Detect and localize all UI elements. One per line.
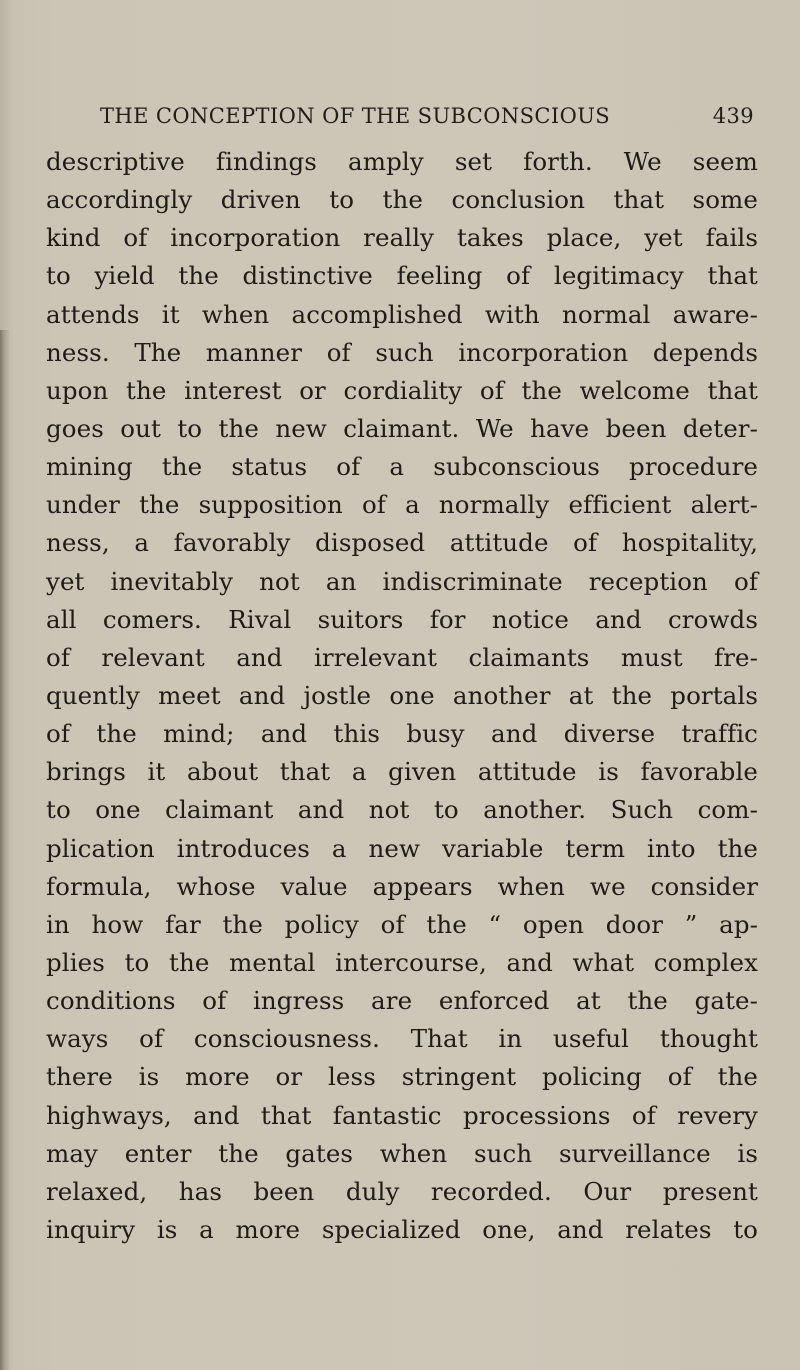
text-line: formula, whose value appears when we consider <box>46 871 758 901</box>
text-line: relaxed, has been duly recorded. Our present <box>46 1176 758 1206</box>
text-line: plies to the mental intercourse, and what complex <box>46 947 758 977</box>
text-line: ness. The manner of such incorporation depends <box>46 337 758 367</box>
text-line: under the supposition of a normally efficient alert- <box>46 490 758 520</box>
text-line: quently meet and jostle one another at the portals <box>46 680 758 710</box>
text-line: in how far the policy of the “ open door ” ap- <box>46 909 758 939</box>
text-line: mining the status of a subconscious procedure <box>46 452 758 482</box>
text-line: there is more or less stringent policing of the <box>46 1062 758 1092</box>
text-line: attends it when accomplished with normal aware- <box>46 299 758 329</box>
text-line: conditions of ingress are enforced at the gate- <box>46 986 758 1016</box>
text-line: brings it about that a given attitude is favorable <box>46 757 758 787</box>
text-line: descriptive findings amply set forth. We seem <box>46 147 758 176</box>
text-line: goes out to the new claimant. We have been deter- <box>46 413 758 443</box>
text-line: yet inevitably not an indiscriminate reception of <box>46 566 758 596</box>
running-header <box>100 104 754 134</box>
text-line: highways, and that fantastic processions of revery <box>46 1100 758 1130</box>
text-line: ways of consciousness. That in useful thought <box>46 1024 758 1054</box>
text-line: ness, a favorably disposed attitude of hospitality, <box>46 528 758 558</box>
text-line: of relevant and irrelevant claimants must fre- <box>46 642 758 672</box>
text-line: all comers. Rival suitors for notice and crowds <box>46 604 758 634</box>
text-line: to one claimant and not to another. Such com- <box>46 795 758 825</box>
text-line: may enter the gates when such surveillance is <box>46 1138 758 1168</box>
text-line: plication introduces a new variable term into the <box>46 833 758 863</box>
text-line: inquiry is a more specialized one, and relates to <box>46 1214 758 1244</box>
page-gutter-shadow <box>0 330 10 1370</box>
running-title: THE CONCEPTION OF THE SUBCONSCIOUS <box>100 104 611 128</box>
page-number: 439 <box>712 104 754 128</box>
text-line: upon the interest or cordiality of the welcome that <box>46 375 758 405</box>
body-text <box>46 143 758 1249</box>
text-line: kind of incorporation really takes place, yet fails <box>46 223 758 253</box>
text-line: accordingly driven to the conclusion that some <box>46 185 758 215</box>
text-line: of the mind; and this busy and diverse traffic <box>46 719 758 749</box>
text-line: to yield the distinctive feeling of legitimacy that <box>46 261 758 291</box>
